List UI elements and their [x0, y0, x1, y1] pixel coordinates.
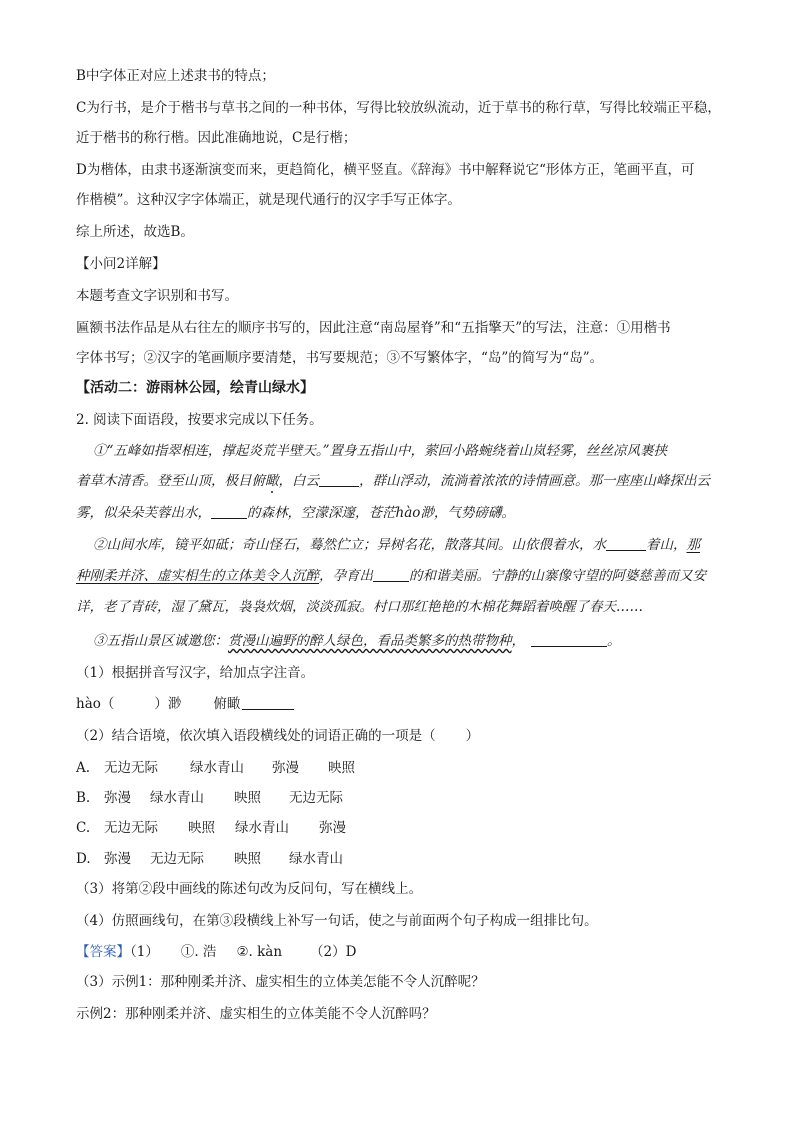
- option-a-word-4: 映照: [328, 760, 355, 776]
- option-c-word-4: 弥漫: [319, 820, 346, 836]
- answer-2: （2）D: [310, 944, 357, 960]
- q1-fukan-label: 俯瞰: [213, 696, 241, 712]
- passage-p3: [93, 631, 621, 651]
- analysis-conclusion: 综上所述，故选B。: [76, 224, 194, 240]
- passage-p1-line3: [76, 503, 515, 523]
- analysis-c-line1: C为行书，是介于楷书与草书之间的一种书体，写得比较放纵流动，近于草书的称行草，写得比较端正平稳，: [76, 100, 721, 116]
- analysis-c-line2: 近于楷书的称行楷。因此准确地说，C是行楷；: [76, 130, 357, 146]
- question-2-end: ）: [465, 728, 480, 744]
- q2-detail-p2-line1: 匾额书法作品是从右往左的顺序书写的，因此注意“南岛屋脊”和“五指擎天”的写法，注意：①用楷书: [76, 320, 671, 336]
- option-b-word-2: 绿水青山: [150, 790, 204, 806]
- option-c-word-1: 无边无际: [104, 820, 158, 836]
- blank-3[interactable]: [606, 536, 646, 551]
- passage-p3-c: ，: [511, 633, 525, 649]
- option-b: [76, 788, 343, 808]
- passage-p2-line2: [76, 566, 706, 586]
- option-b-word-1: 弥漫: [104, 790, 131, 806]
- question-4: （4）仿照画线句，在第③段横线上补写一句话，使之与前面两个句子构成一组排比句。: [76, 913, 598, 929]
- option-b-word-4: 无边无际: [289, 790, 343, 806]
- option-a-letter: A.: [76, 760, 91, 776]
- passage-p2-line1-a: ②山间水库，镜平如砥；奇山怪石，蓦然伫立；异树名花，散落其间。山依偎着水，水: [93, 537, 606, 553]
- passage-p1-line3-b: 的森林，空濛深邃，苍茫hào渺，气势磅礴。: [247, 505, 515, 521]
- wavy-underlined-sentence: 赏漫山遍野的醉人绿色，看品类繁多的热带物种: [228, 633, 512, 649]
- activity-title: 【活动二：游雨林公园，绘青山绿水】: [76, 380, 314, 396]
- question-2-text: （2）结合语境，依次填入语段横线处的词语正确的一项是（: [76, 728, 436, 744]
- option-c-word-3: 绿水青山: [235, 820, 289, 836]
- passage-p2-line3: 详，老了青砖，湿了黛瓦，袅袅炊烟，淡淡孤寂。村口那红艳艳的木棉花舞蹈着唤醒了春天……: [76, 599, 643, 615]
- passage-p2-line1-b: 着山，: [646, 537, 687, 553]
- question-1-line: [76, 694, 294, 714]
- question-3: （3）将第②段中画线的陈述句改为反问句，写在横线上。: [76, 881, 423, 897]
- underlined-sentence: 种刚柔并济、虚实相生的立体美令人沉醉: [76, 568, 319, 584]
- blank-4[interactable]: [373, 567, 409, 582]
- activity-intro: 2. 阅读下面语段，按要求完成以下任务。: [76, 412, 323, 428]
- option-a: [76, 758, 355, 778]
- option-d: [76, 849, 343, 869]
- answer-1-i: ①. 浩: [180, 944, 217, 960]
- passage-p1-line2-b: ，白云: [278, 473, 319, 489]
- passage-p3-d: 。: [607, 633, 621, 649]
- answer-3-example-2: 示例2：那种刚柔并济、虚实相生的立体美能不令人沉醉吗？: [76, 1006, 436, 1022]
- passage-p1-line2: [76, 471, 710, 491]
- q1-fukan-blank[interactable]: [242, 695, 294, 710]
- option-c-letter: C.: [76, 820, 91, 836]
- analysis-d-line2: 作楷模”。这种汉字字体端正，就是现代通行的汉字手写正体字。: [76, 192, 461, 208]
- option-c: [76, 818, 346, 838]
- answer-tag: 【答案】: [76, 944, 130, 960]
- option-d-word-2: 无边无际: [150, 851, 204, 867]
- blank-2[interactable]: [211, 504, 247, 519]
- q2-detail-p1: 本题考查文字识别和书写。: [76, 288, 238, 304]
- question-1: （1）根据拼音写汉字，给加点字注音。: [76, 665, 315, 681]
- option-a-word-3: 弥漫: [272, 760, 299, 776]
- question-2: [76, 726, 479, 746]
- q1-miao-label: ）渺: [154, 696, 182, 712]
- option-b-letter: B.: [76, 790, 91, 806]
- passage-p1-line2-a: 着草木清香。登至山顶，极目俯: [76, 473, 265, 489]
- passage-p1-line2-c: ，群山浮动，流淌着浓浓的诗情画意。那一座座山峰探出云: [359, 473, 710, 489]
- passage-p1-line1: ①“五峰如指翠相连，撑起炎荒半壁天。”置身五指山中，萦回小路蜿绕着山岚轻雾，丝丝凉风裹挟: [93, 443, 668, 459]
- passage-p3-a: ③五指山景区诚邀您：: [93, 633, 228, 649]
- option-c-word-2: 映照: [188, 820, 215, 836]
- underlined-sentence-start: 那: [686, 537, 700, 553]
- passage-p2-line2-b: ，孕育出: [319, 568, 373, 584]
- option-b-word-3: 映照: [234, 790, 261, 806]
- q2-detail-p2-line2: 字体书写；②汉字的笔画顺序要清楚，书写要规范；③不写繁体字，“岛”的简写为“岛”。: [76, 350, 604, 366]
- answer-3-example-1: （3）示例1：那种刚柔并济、虚实相生的立体美怎能不令人沉醉呢？: [76, 974, 485, 990]
- analysis-d-line1: D为楷体，由隶书逐渐演变而来，更趋简化，横平竖直。《辞海》书中解释说它“形体方正，笔画平直，可: [76, 162, 695, 178]
- option-d-word-4: 绿水青山: [289, 851, 343, 867]
- answer-line: [76, 942, 356, 962]
- option-d-word-3: 映照: [234, 851, 261, 867]
- q2-detail-heading: 【小问2详解】: [76, 256, 166, 272]
- answer-1-label: （1）: [130, 944, 159, 960]
- blank-5[interactable]: [531, 632, 607, 647]
- blank-1[interactable]: [319, 472, 359, 487]
- answer-1-ii: ②. kàn: [236, 944, 283, 960]
- analysis-b: B中字体正对应上述隶书的特点；: [76, 68, 275, 84]
- q1-hao-label: hào（: [76, 696, 115, 712]
- option-a-word-2: 绿水青山: [190, 760, 244, 776]
- option-a-word-1: 无边无际: [104, 760, 158, 776]
- passage-p1-line3-a: 雾，似朵朵芙蓉出水，: [76, 505, 211, 521]
- dotted-char-kan: 瞰: [265, 473, 279, 489]
- option-d-letter: D.: [76, 851, 91, 867]
- passage-p2-line2-c: 的和谐美丽。宁静的山寨像守望的阿婆慈善而又安: [409, 568, 706, 584]
- option-d-word-1: 弥漫: [104, 851, 131, 867]
- passage-p2-line1: [93, 535, 700, 555]
